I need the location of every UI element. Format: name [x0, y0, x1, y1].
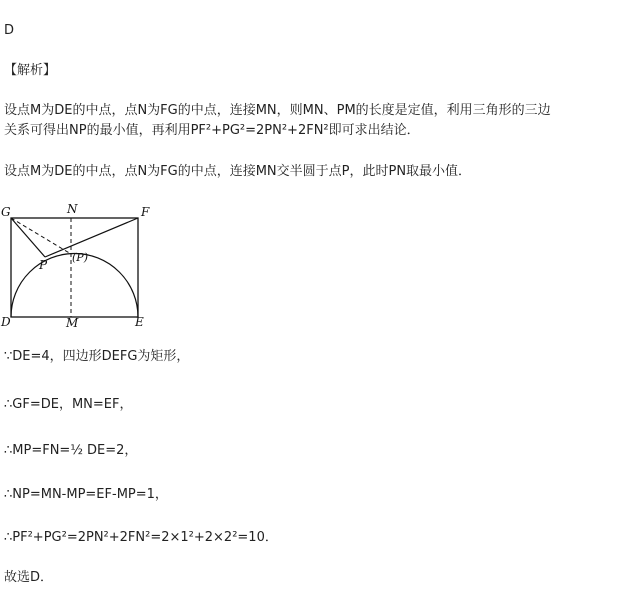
step-3: ∴MP=FN=½ DE=2， [4, 443, 138, 458]
rectangle-defg [11, 218, 138, 317]
analysis-text-line-2: 关系可得出NP的最小值，再利用PF²+PG²=2PN²+2FN²即可求出结论． [4, 123, 420, 138]
label-d: D [1, 315, 11, 329]
answer-letter: D [4, 23, 15, 38]
step-4: ∴NP=MN-MP=EF-MP=1， [4, 487, 168, 502]
label-g: G [1, 205, 11, 219]
step-1: ∵DE=4，四边形DEFG为矩形， [4, 349, 190, 364]
conclusion: 故选D． [4, 570, 54, 585]
analysis-heading: 【解析】 [4, 63, 57, 78]
label-e: E [135, 315, 144, 329]
label-f: F [141, 205, 150, 219]
step-2: ∴GF=DE，MN=EF， [4, 397, 133, 412]
label-m: M [66, 316, 79, 330]
label-n: N [67, 202, 78, 216]
segment-pf [45, 218, 138, 257]
segment-gp [11, 218, 45, 257]
label-p: P [39, 258, 48, 272]
solution-intro: 设点M为DE的中点，点N为FG的中点，连接MN交半圆于点P，此时PN取最小值． [4, 164, 472, 179]
label-p-min: (P) [72, 251, 88, 264]
segment-g-pmin [11, 218, 71, 254]
analysis-text-line-1: 设点M为DE的中点，点N为FG的中点，连接MN，则MN、PM的长度是定值，利用三角形的三边 [4, 103, 551, 118]
step-5: ∴PF²+PG²=2PN²+2FN²=2×1²+2×2²=10． [4, 530, 278, 545]
geometry-figure [0, 200, 170, 332]
